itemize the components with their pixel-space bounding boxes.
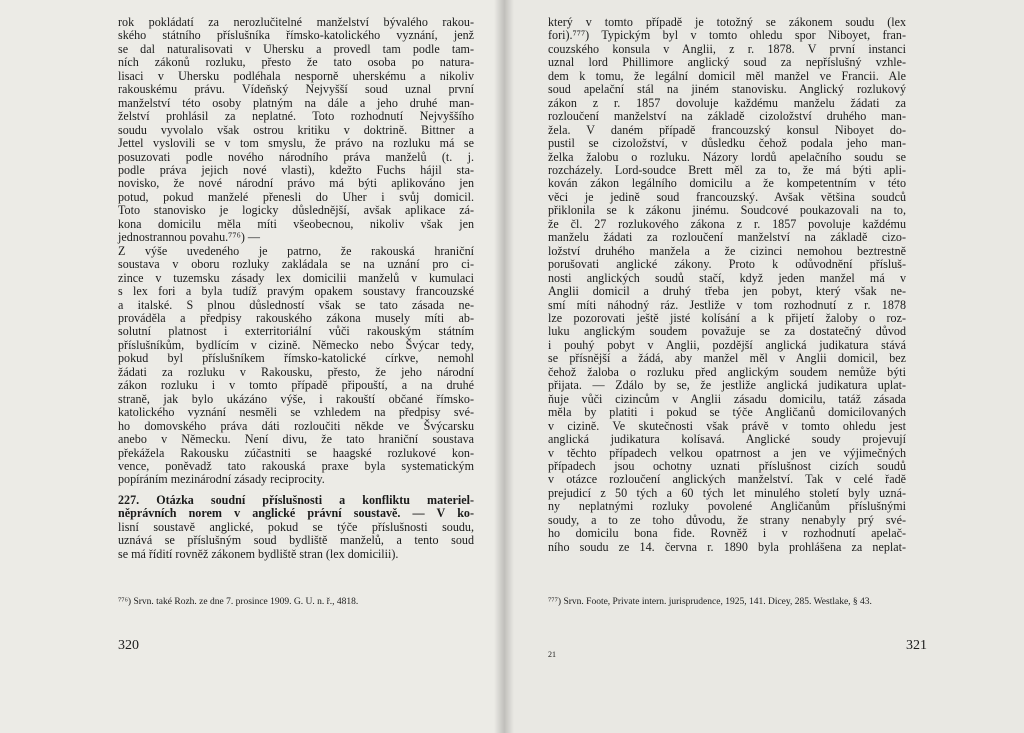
right_page-line: měla by platiti i pokud se týče Angličanů domicilovaných: [548, 405, 906, 420]
left_page-line: prováděla a předpisy rakouského zákona musely míti ab-: [118, 310, 474, 325]
left_page-line: jednostrannou povahu.⁷⁷⁶) —: [118, 230, 260, 245]
left-page-number: 320: [118, 638, 139, 653]
right_page-line: dem k tomu, že legální domicil měl manžel ve Francii. Ale: [548, 68, 906, 83]
left-page: [0, 0, 504, 733]
right_page-line: přiklonila se k zákonu jinému. Soudcové poukazovali na to,: [548, 203, 906, 218]
right-page: [504, 0, 1024, 733]
left_page-line: manželství této osoby platným na dále a jeho druhé man-: [118, 95, 474, 110]
right_page-line: který v tomto případě je totožný se zákonem soudu (lex: [548, 15, 906, 29]
right_page-line: anglická judikatura kolísavá. Anglické soudy projevují: [548, 432, 906, 447]
left_page-line: soudu vyvolalo však ostrou kritiku v doktrině. Bittner a: [118, 122, 474, 137]
right_page-line: ního soudu ze 14. června r. 1890 byla prohlášena za neplat-: [548, 539, 906, 554]
left_page-line: ského státního příslušníka římsko-katolického vyznání, jenž: [118, 28, 474, 43]
right_page-line: porušovati anglické zákony. Proto k odůvodnění přísluš-: [548, 257, 906, 272]
right_page-line: lze pozorovati ještě jisté kolísání a k přijetí žaloby o roz-: [548, 310, 906, 325]
right-page-number: 321: [906, 638, 927, 653]
right_page-line: i pouhý pobyt v Anglii, pozdější anglická judikatura stává: [548, 337, 906, 352]
right_page-line: soud apelační stál na jiném stanovisku. Anglický rozlukový: [548, 82, 906, 97]
left_page-line: rok pokládatí za nerozlučitelné manželství bývalého rakou-: [118, 15, 474, 29]
left-footnote: ⁷⁷⁶) Srvn. také Rozh. ze dne 7. prosince 1909. G. U. n. ř., 4818.: [118, 597, 359, 607]
section-line: se má řídití rovněž zákonem bydliště stran (lex domicilii).: [118, 546, 399, 561]
left_page-line: zákon rozluku i v tomto případě připouští, a na druhé: [118, 378, 474, 393]
left_page-line: anebo v Německu. Není divu, že tato hraniční soustava: [118, 432, 474, 447]
right_page-line: případech jsou ochotny uznati příslušnost cizích soudů: [548, 458, 906, 473]
left_page-line: vence, poněvadž tato rakouská praxe byla systematickým: [118, 458, 474, 473]
right_page-line: ny neplatnými rozluky povolené Angličanům příslušnými: [548, 499, 906, 514]
right-gutter-shadow: [504, 0, 514, 733]
right_page-line: přijata. — Zdálo by se, že jestliže anglická judikatura uplat-: [548, 378, 906, 393]
right_page-line: zákon z r. 1857 dovoluje každému manželu žádati za: [548, 95, 906, 110]
right_page-line: luku anglickým soudem považuje se za dostatečný důvod: [548, 324, 906, 339]
left_page-line: Z výše uvedeného je patrno, že rakouská hraniční: [118, 243, 474, 258]
left_page-line: želství prohlásil za neplatné. Toto rozhodnutí Nejvyššího: [118, 109, 474, 124]
left_page-line: potud, pokud manželé přenesli do Uher i svůj domicil.: [118, 189, 474, 204]
right_page-line: pustil se cizoložství, v důsledku čehož podala jeho man-: [548, 136, 906, 151]
right_page-line: se přísnější a žádá, aby manžel měl v Anglii domicil, bez: [548, 351, 906, 366]
left_page-line: s lex fori a byla tudíž pravým opakem soustavy francouzské: [118, 284, 474, 299]
left_page-line: solutní platnost i exterritoriální vůči rakouským státním: [118, 324, 474, 339]
left_page-line: lisaci v Uhersku podléhala nesporně uherskému a nikoliv: [118, 68, 474, 83]
left-gutter-shadow: [494, 0, 504, 733]
left_page-line: pokud byl příslušníkem římsko-katolické církve, nemohl: [118, 351, 474, 366]
left_page-line: katolického vyznání nesměli se vzhledem na předpisy své-: [118, 405, 474, 420]
right_page-line: ňuje vůči cizincům v Anglii zásadu domicilu, tatáž zásada: [548, 391, 906, 406]
right_page-line: že čl. 27 rozlukového zákona z r. 1857 povoluje každému: [548, 216, 906, 231]
section-line: lisní soustavě anglické, pokud se týče příslušnosti soudu,: [118, 519, 474, 534]
right_page-line: kován zákon legálního domicilu a že kompetentním v této: [548, 176, 906, 191]
left_page-line: a italské. S plnou důsledností však se tato zásada ne-: [118, 297, 474, 312]
left_page-line: soustava v oboru rozluky zakládala se na uznání pro ci-: [118, 257, 474, 272]
left-body-text: [118, 16, 474, 561]
left_page-line: ho domovského práva dáti rozloučiti někde ve Švýcarsku: [118, 418, 474, 433]
right_page-line: fori).⁷⁷⁷) Typickým byl v tomto ohledu spor Niboyet, fran-: [548, 28, 906, 43]
left_page-line: rakouskému právu. Vídeňský Nejvyšší soud uznal první: [118, 82, 474, 97]
right_page-line: v těchto případech velkou opatrnost a jen ve výjimečných: [548, 445, 906, 460]
printer-signature-mark: 21: [548, 650, 556, 659]
right_page-line: manželu žádati za rozloučení manželství na základě cizo-: [548, 230, 906, 245]
left_page-line: překážela Rakousku zúčastniti se haagské rozlukové kon-: [118, 445, 474, 460]
right_page-line: uznal lord Phillimore anglický soud za nepříslušný vzhle-: [548, 55, 906, 70]
right_page-line: soudy, a to ze toho důvodu, že strany nenabyly prý své-: [548, 512, 906, 527]
left_page-line: kona domicilu měla míti všeobecnou, nikoliv však jen: [118, 216, 474, 231]
right_page-line: prejudicí z 50 tých a 60 tých let minulého století byly uzná-: [548, 485, 906, 500]
left_page-line: zince v tuzemsku zásady lex domicilii manželů v kumulaci: [118, 270, 474, 285]
left_page-line: příslušníkům, bydlícím v cizině. Německo nebo Švýcar tedy,: [118, 337, 474, 352]
right-body-text: [548, 16, 906, 554]
left_page-line: Toto stanovisko je logicky důslednější, avšak aplikace zá-: [118, 203, 474, 218]
left_page-line: popíráním mezinárodní zásady reciprocity.: [118, 472, 325, 487]
section-line: uznává se příslušným soud bydliště manželů, a tento soud: [118, 533, 474, 548]
left_page-line: podle práva jejich nové vlasti), kdežto Fuchs hájil sta-: [118, 162, 474, 177]
right_page-line: želka žalobu o rozluku. Názory lordů apelačního soudu se: [548, 149, 906, 164]
left_page-line: ních zákonů rozluku, přesto že tato osoba po natura-: [118, 55, 474, 70]
right_page-line: couzského konsula v Anglii, z r. 1878. V první instanci: [548, 41, 906, 56]
right_page-line: Anglii domicil a druhý třeba jen pobyt, který však ne-: [548, 284, 906, 299]
left_page-line: žádati za rozluku v Rakousku, přesto, že jeho národní: [118, 364, 474, 379]
left_page-line: Jettel vyslovili se v tom smyslu, že právo na rozluku má se: [118, 136, 474, 151]
right-footnote: ⁷⁷⁷) Srvn. Foote, Private intern. jurisprudence, 1925, 141. Dicey, 285. Westlake, § 43.: [548, 597, 872, 607]
left_page-line: straně, jak bylo ukázáno výše, i rakouští občané římsko-: [118, 391, 474, 406]
right_page-line: rozloučení manželství na základě cizoložství druhého man-: [548, 109, 906, 124]
right_page-line: rozcházely. Lord-soudce Brett měl za to, že má býti apli-: [548, 162, 906, 177]
right_page-line: věci je jedině soud francouzský. Avšak většina soudců: [548, 189, 906, 204]
left_page-line: se dal naturalisovati v Uhersku a provedl tam podle tam-: [118, 41, 474, 56]
left_page-line: posuzovati podle nového národního práva manželů (t. j.: [118, 149, 474, 164]
right_page-line: čehož žaloba o rozluku před anglickým soudem nemůže býti: [548, 364, 906, 379]
right_page-line: ložství druhého manžela a že cizinci nemohou beztrestně: [548, 243, 906, 258]
right_page-line: v cizině. Ve skutečnosti však právě v tomto ohledu jest: [548, 418, 906, 433]
right_page-line: v otázce rozloučení anglických manželství. Tak v celé řadě: [548, 472, 906, 487]
right_page-line: nosti anglických soudů stačí, když jeden manžel má v: [548, 270, 906, 285]
section-line: 227. Otázka soudní příslušnosti a konfliktu materiel-: [118, 492, 474, 507]
section-line: něprávních norem v anglické právní soustavě. — V ko-: [118, 506, 474, 521]
right_page-line: žela. V daném případě francouzský konsul Niboyet do-: [548, 122, 906, 137]
right_page-line: smí míti náhodný ráz. Jestliže v tom rozhodnutí z r. 1878: [548, 297, 906, 312]
left_page-line: novisko, že nové národní právo má býti aplikováno jen: [118, 176, 474, 191]
right_page-line: ho domicilu bona fide. Rovněž i v rozhodnutí apelač-: [548, 526, 906, 541]
